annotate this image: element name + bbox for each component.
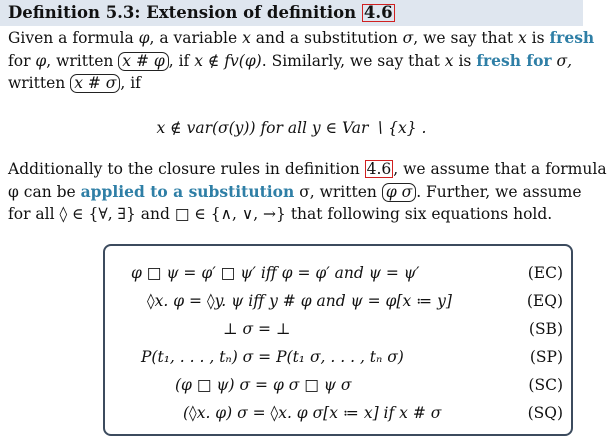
text: , written (46, 51, 119, 70)
definition-ref-link[interactable]: 4.6 (366, 160, 392, 178)
equation-label: (EQ) (526, 292, 563, 310)
definition-title-text: Definition 5.3: Extension of definition (8, 3, 362, 22)
equation-text: (φ □ ψ) σ = φ σ □ ψ σ (175, 376, 352, 394)
equation-text: P(t₁, . . . , tₙ) σ = P(t₁ σ, . . . , tₙ σ) (141, 348, 404, 366)
text: , we assume that a formula (393, 160, 607, 178)
definition-ref-link[interactable]: 4.6 (363, 3, 393, 22)
math-not-in-fv: x ∉ fv(φ) (194, 51, 262, 70)
term-fresh-for[interactable]: fresh for (476, 50, 552, 70)
equation-label: (SC) (528, 376, 563, 394)
text: φ can be (8, 182, 81, 201)
equation-row (105, 372, 571, 398)
math-sigma: σ, (551, 51, 573, 70)
text: . Similarly, we say that (261, 51, 445, 70)
display-equation: x ∉ var(σ(y)) for all y ∈ Var ∖ {x} . (156, 119, 427, 137)
equation-row (105, 260, 571, 286)
text: . Further, we assume (416, 182, 582, 201)
math-sigma: σ (402, 29, 414, 47)
equation-label: (SB) (528, 320, 563, 338)
math-phi: φ (35, 51, 47, 70)
math-phi: φ (138, 29, 150, 47)
math-x: x (444, 51, 454, 70)
equations-box (103, 244, 573, 436)
text: for all ◊ ∈ {∀, ∃} and □ ∈ {∧, ∨, →} that following six equations hold. (8, 205, 553, 223)
equation-label: (SP) (529, 348, 563, 366)
term-applied-to-substitution[interactable]: applied to a substitution (80, 181, 295, 201)
notation-substitution[interactable]: φ σ (382, 183, 416, 202)
text: written (8, 74, 71, 92)
text: is (453, 51, 477, 70)
text: , we say that (413, 29, 518, 47)
equation-label: (SQ) (527, 404, 563, 422)
text: , if (168, 51, 195, 70)
equation-text: (◊x. φ) σ = ◊x. φ σ[x ≔ x] if x # σ (183, 404, 442, 422)
notation-fresh-sigma[interactable]: x # σ (70, 74, 120, 93)
equation-row (105, 316, 571, 342)
text: Given a formula (8, 29, 139, 47)
definition-paragraph (8, 27, 595, 95)
additional-paragraph (8, 158, 607, 226)
notation-fresh-phi[interactable]: x # φ (118, 52, 168, 71)
paragraph-line (8, 181, 582, 204)
text: is (526, 29, 550, 47)
paragraph-line (8, 50, 576, 73)
paragraph-line (8, 72, 576, 95)
definition-title (8, 2, 395, 24)
paragraph-line (8, 158, 607, 181)
text: for (8, 51, 36, 70)
paragraph-line (8, 203, 576, 226)
equation-row (105, 344, 571, 370)
text: and a substitution (250, 29, 403, 47)
equation-row (105, 400, 571, 426)
math-x: x (242, 29, 251, 47)
text: , if (120, 74, 141, 92)
paragraph-line (8, 27, 595, 50)
text: , a variable (149, 29, 243, 47)
text: σ, written (294, 182, 382, 201)
text: Additionally to the closure rules in definition (8, 160, 365, 178)
equation-text: φ □ ψ = φ′ □ ψ′ iff φ = φ′ and ψ = ψ′ (131, 264, 420, 282)
term-fresh[interactable]: fresh (549, 28, 595, 47)
equation-row (105, 288, 571, 314)
math-x: x (517, 29, 527, 47)
equation-text: ⊥ σ = ⊥ (223, 320, 291, 338)
equation-label: (EC) (527, 264, 563, 282)
equation-text: ◊x. φ = ◊y. ψ iff y # φ and ψ = φ[x ≔ y] (147, 292, 452, 310)
definition-header (0, 0, 583, 26)
